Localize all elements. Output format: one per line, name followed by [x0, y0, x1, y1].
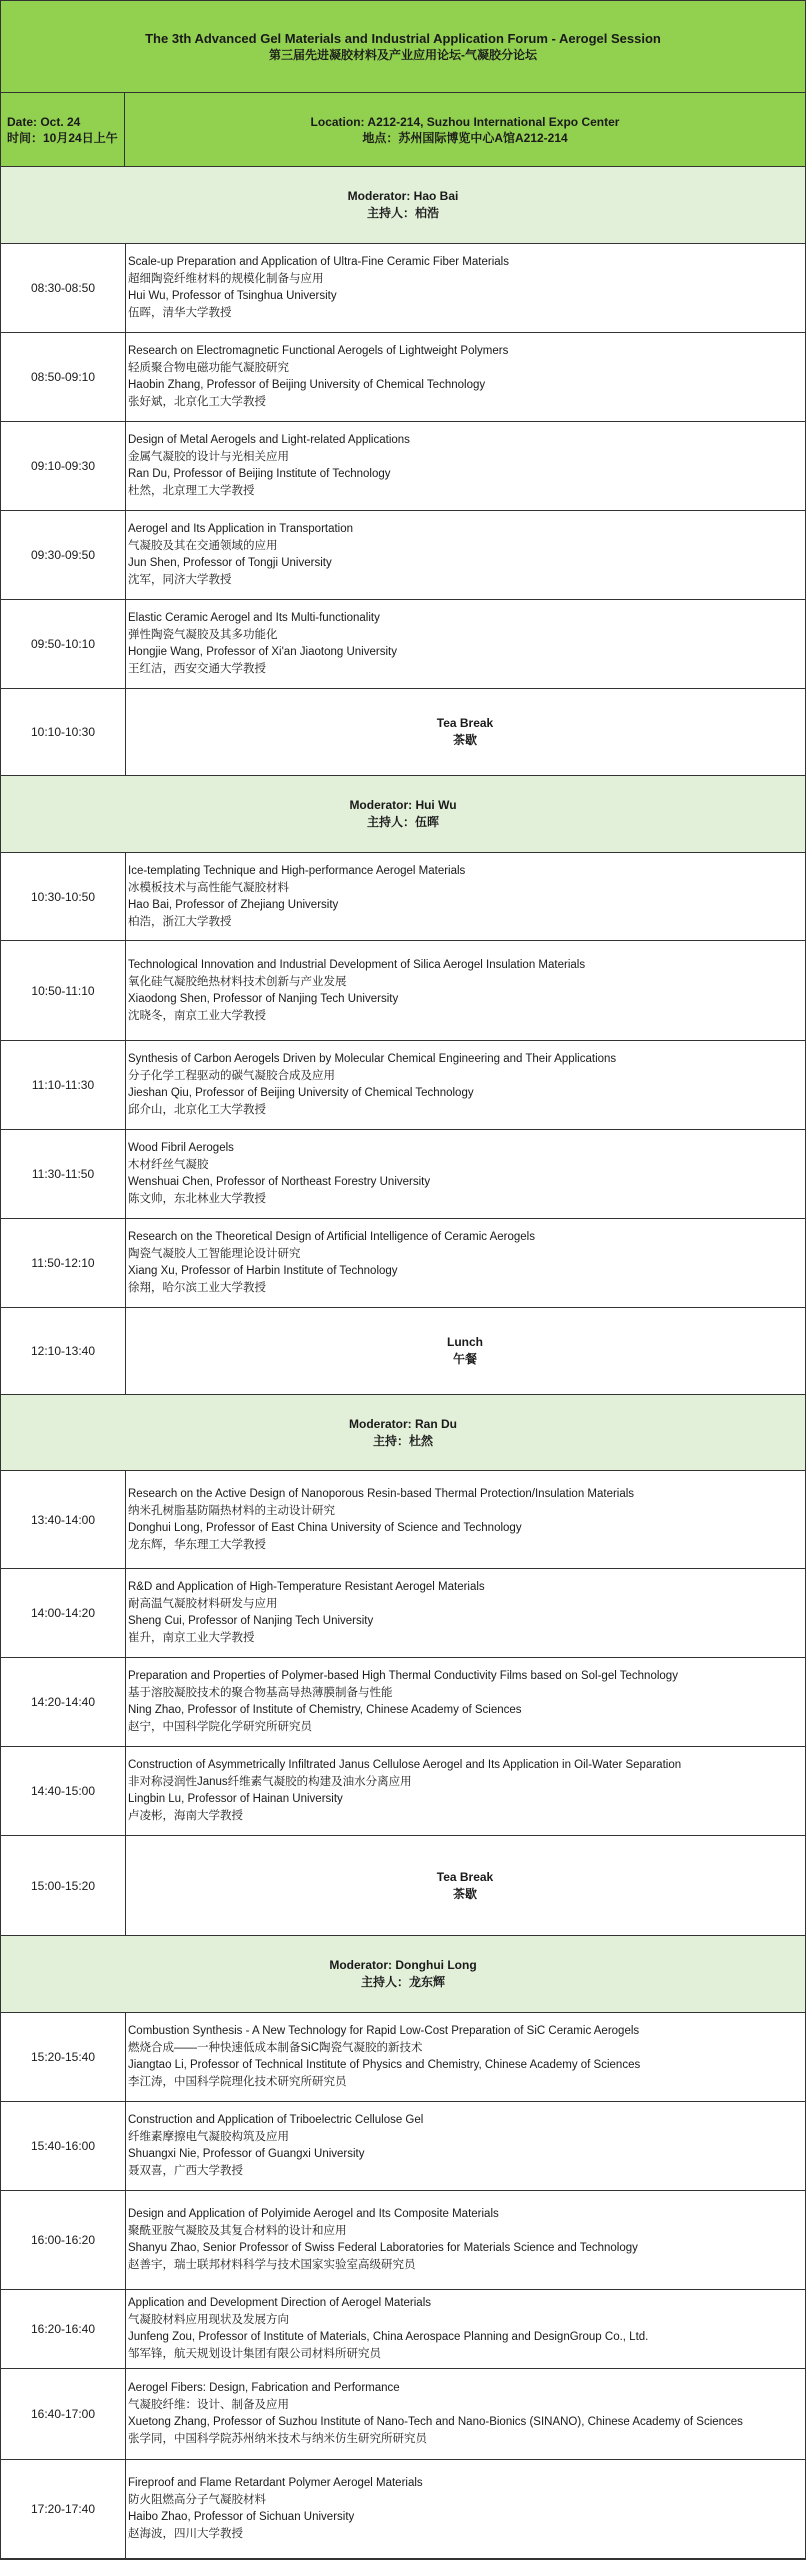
moderator-name-en: Moderator: Donghui Long — [329, 1958, 477, 1972]
talk-title-en: Research on the Theoretical Design of Artificial Intelligence of Ceramic Aerogels — [128, 1231, 535, 1243]
speaker-zh: 邹军锋，航天规划设计集团有限公司材料所研究员 — [128, 2348, 381, 2360]
time-slot: 08:50-09:10 — [1, 333, 126, 421]
talk-details — [128, 2369, 801, 2459]
time-slot: 09:50-10:10 — [1, 600, 126, 688]
talk-title-en: Preparation and Properties of Polymer-based High Thermal Conductivity Films based on Sol-gel Technology — [128, 1670, 678, 1682]
speaker-zh: 伍晖，清华大学教授 — [128, 307, 232, 319]
break-label — [125, 689, 805, 775]
forum-title-banner — [1, 1, 805, 93]
break-label-en: Tea Break — [436, 716, 494, 730]
talk-row — [1, 1219, 805, 1308]
talk-details — [128, 2290, 801, 2368]
speaker-zh: 邱介山，北京化工大学教授 — [128, 1104, 266, 1116]
talk-title-zh: 分子化学工程驱动的碳气凝胶合成及应用 — [128, 1070, 335, 1082]
moderator-name-zh: 主持人：柏浩 — [366, 206, 439, 220]
time-slot: 09:10-09:30 — [1, 422, 126, 510]
speaker-zh: 沈晓冬，南京工业大学教授 — [128, 1009, 266, 1022]
speaker-zh: 崔升，南京工业大学教授 — [128, 1632, 255, 1644]
moderator-name-zh: 主持人：龙东辉 — [360, 1975, 445, 1989]
time-slot: 11:50-12:10 — [1, 1219, 126, 1307]
time-slot: 08:30-08:50 — [1, 244, 126, 332]
talk-details — [128, 1041, 801, 1129]
break-label-zh: 茶歇 — [452, 1886, 477, 1901]
location-zh: 地点：苏州国际博览中心A馆A212-214 — [362, 130, 568, 145]
talk-details — [128, 333, 801, 421]
talk-title-en: Aerogel and Its Application in Transportation — [128, 523, 354, 535]
talk-title-zh: 基于溶胶凝胶技术的聚合物基高导热薄膜制备与性能 — [128, 1687, 393, 1699]
speaker-en: Sheng Cui, Professor of Nanjing Tech University — [128, 1615, 374, 1627]
forum-title-en: The 3th Advanced Gel Materials and Industrial Application Forum - Aerogel Session — [145, 30, 661, 46]
time-slot: 10:30-10:50 — [1, 853, 126, 940]
break-label-zh: 午餐 — [452, 1352, 477, 1366]
break-time-slot: 12:10-13:40 — [1, 1308, 126, 1394]
talk-details — [128, 2013, 801, 2101]
talk-title-en: Research on the Active Design of Nanoporous Resin-based Thermal Protection/Insulation Materials — [128, 1487, 635, 1500]
talk-row — [1, 333, 805, 422]
talk-details — [128, 1130, 801, 1218]
talk-row — [1, 600, 805, 689]
speaker-zh: 徐翔，哈尔滨工业大学教授 — [128, 1282, 266, 1294]
speaker-en: Xiang Xu, Professor of Harbin Institute of Technology — [128, 1265, 398, 1277]
speaker-en: Donghui Long, Professor of East China University of Science and Technology — [128, 1521, 522, 1534]
date-location-row — [1, 93, 805, 167]
talk-details — [128, 1747, 801, 1835]
talk-title-zh: 防火阻燃高分子气凝胶材料 — [128, 2494, 266, 2506]
talk-row — [1, 1130, 805, 1219]
moderator-name-en: Moderator: Hui Wu — [349, 798, 457, 812]
moderator-name-zh: 主持：杜然 — [372, 1433, 433, 1448]
speaker-zh: 沈军，同济大学教授 — [128, 574, 232, 586]
time-slot: 16:20-16:40 — [1, 2290, 126, 2368]
speaker-en: Hui Wu, Professor of Tsinghua University — [128, 290, 337, 302]
speaker-en: Ran Du, Professor of Beijing Institute of Technology — [128, 468, 391, 480]
talk-title-zh: 氧化硅气凝胶绝热材料技术创新与产业发展 — [128, 975, 347, 988]
talk-row — [1, 2369, 805, 2460]
time-slot: 15:20-15:40 — [1, 2013, 126, 2101]
talk-title-en: Research on Electromagnetic Functional Aerogels of Lightweight Polymers — [128, 345, 509, 357]
moderator-row — [1, 776, 805, 853]
talk-row — [1, 511, 805, 600]
talk-title-en: Wood Fibril Aerogels — [128, 1142, 234, 1154]
speaker-zh: 柏浩，浙江大学教授 — [128, 915, 232, 928]
break-time-slot: 15:00-15:20 — [1, 1836, 126, 1935]
speaker-en: Hao Bai, Professor of Zhejiang University — [128, 898, 339, 911]
talk-row — [1, 1747, 805, 1836]
talk-title-zh: 非对称浸润性Janus纤维素气凝胶的构建及油水分离应用 — [128, 1776, 412, 1788]
talk-title-en: Fireproof and Flame Retardant Polymer Aerogel Materials — [128, 2477, 423, 2489]
talk-row — [1, 2290, 805, 2369]
break-label-en: Lunch — [447, 1335, 483, 1349]
talk-row — [1, 2013, 805, 2102]
talk-details — [128, 422, 801, 510]
break-label — [125, 1836, 805, 1935]
time-slot: 14:00-14:20 — [1, 1569, 126, 1657]
talk-title-zh: 耐高温气凝胶材料研发与应用 — [128, 1598, 278, 1610]
break-label-zh: 茶歇 — [452, 733, 477, 747]
speaker-zh: 赵宁，中国科学院化学研究所研究员 — [128, 1721, 312, 1733]
speaker-en: Shuangxi Nie, Professor of Guangxi University — [128, 2148, 365, 2160]
talk-title-en: Design of Metal Aerogels and Light-related Applications — [128, 434, 410, 446]
break-row — [1, 1836, 805, 1936]
location-cell — [125, 93, 805, 166]
talk-row — [1, 244, 805, 333]
talk-title-zh: 超细陶瓷纤维材料的规模化制备与应用 — [128, 273, 324, 285]
talk-row — [1, 1041, 805, 1130]
talk-details — [128, 1658, 801, 1746]
talk-title-zh: 轻质聚合物电磁功能气凝胶研究 — [128, 362, 289, 374]
time-slot: 16:00-16:20 — [1, 2191, 126, 2289]
talk-row — [1, 853, 805, 941]
moderator-row — [1, 1395, 805, 1471]
talk-details — [128, 1219, 801, 1307]
speaker-zh: 王红洁，西安交通大学教授 — [128, 663, 266, 675]
talk-title-en: Construction of Asymmetrically Infiltrated Janus Cellulose Aerogel and Its Application in Oil-Water Separation — [128, 1759, 682, 1771]
speaker-zh: 赵善宇，瑞士联邦材料科学与技术国家实验室高级研究员 — [128, 2259, 416, 2271]
talk-row — [1, 2460, 805, 2559]
talk-title-zh: 燃烧合成——一种快速低成本制备SiC陶瓷气凝胶的新技术 — [128, 2042, 423, 2054]
break-row — [1, 689, 805, 776]
speaker-zh: 卢凌彬，海南大学教授 — [128, 1810, 243, 1822]
talk-title-zh: 气凝胶纤维：设计、制备及应用 — [128, 2399, 289, 2411]
speaker-en: Jieshan Qiu, Professor of Beijing University of Chemical Technology — [128, 1087, 474, 1099]
break-label-en: Tea Break — [436, 1869, 494, 1884]
speaker-zh: 陈文帅，东北林业大学教授 — [128, 1193, 266, 1205]
moderator-name-en: Moderator: Hao Bai — [347, 189, 459, 203]
speaker-zh: 聂双喜，广西大学教授 — [128, 2165, 243, 2177]
talk-row — [1, 941, 805, 1041]
talk-title-en: Ice-templating Technique and High-performance Aerogel Materials — [128, 864, 466, 877]
talk-details — [128, 941, 801, 1040]
talk-title-zh: 陶瓷气凝胶人工智能理论设计研究 — [128, 1248, 301, 1260]
talk-title-en: Design and Application of Polyimide Aerogel and Its Composite Materials — [128, 2208, 499, 2220]
date-en: Date: Oct. 24 — [7, 114, 81, 129]
speaker-en: Ning Zhao, Professor of Institute of Chemistry, Chinese Academy of Sciences — [128, 1704, 522, 1716]
talk-row — [1, 422, 805, 511]
talk-title-zh: 木材纤丝气凝胶 — [128, 1159, 209, 1171]
speaker-en: Wenshuai Chen, Professor of Northeast Forestry University — [128, 1176, 431, 1188]
talk-details — [128, 853, 801, 940]
time-slot: 14:40-15:00 — [1, 1747, 126, 1835]
speaker-zh: 杜然，北京理工大学教授 — [128, 485, 255, 497]
talk-title-en: Elastic Ceramic Aerogel and Its Multi-functionality — [128, 612, 380, 624]
talk-title-zh: 气凝胶及其在交通领域的应用 — [128, 540, 278, 552]
date-cell — [1, 93, 125, 166]
moderator-row — [1, 1936, 805, 2013]
moderator-name-zh: 主持人：伍晖 — [366, 815, 439, 829]
talk-details — [128, 1471, 801, 1568]
talk-row — [1, 1471, 805, 1569]
talk-title-en: Technological Innovation and Industrial Development of Silica Aerogel Insulation Materials — [128, 958, 586, 971]
time-slot: 09:30-09:50 — [1, 511, 126, 599]
talk-title-zh: 聚酰亚胺气凝胶及其复合材料的设计和应用 — [128, 2225, 347, 2237]
time-slot: 10:50-11:10 — [1, 941, 126, 1040]
speaker-en: Lingbin Lu, Professor of Hainan University — [128, 1793, 343, 1805]
speaker-zh: 赵海波，四川大学教授 — [128, 2528, 243, 2540]
talk-row — [1, 1658, 805, 1747]
speaker-zh: 张好斌，北京化工大学教授 — [128, 396, 266, 408]
talk-row — [1, 1569, 805, 1658]
talk-title-en: Aerogel Fibers: Design, Fabrication and Performance — [128, 2382, 400, 2394]
break-time-slot: 10:10-10:30 — [1, 689, 126, 775]
speaker-en: Xiaodong Shen, Professor of Nanjing Tech University — [128, 992, 399, 1005]
talk-details — [128, 1569, 801, 1657]
talk-details — [128, 2191, 801, 2289]
talk-title-en: Combustion Synthesis - A New Technology for Rapid Low-Cost Preparation of SiC Ceramic Aerogels — [128, 2025, 640, 2037]
talk-title-en: Application and Development Direction of Aerogel Materials — [128, 2297, 431, 2309]
talk-row — [1, 2102, 805, 2191]
speaker-en: Xuetong Zhang, Professor of Suzhou Institute of Nano-Tech and Nano-Bionics (SINANO), Chinese Academy of Sciences — [128, 2416, 743, 2428]
talk-details — [128, 244, 801, 332]
talk-title-zh: 弹性陶瓷气凝胶及其多功能化 — [128, 629, 278, 641]
speaker-en: Junfeng Zou, Professor of Institute of Materials, China Aerospace Planning and DesignGroup Co., Ltd. — [128, 2331, 649, 2343]
talk-title-en: Synthesis of Carbon Aerogels Driven by Molecular Chemical Engineering and Their Applications — [128, 1053, 617, 1065]
talk-title-zh: 冰模板技术与高性能气凝胶材料 — [128, 881, 289, 894]
moderator-row — [1, 167, 805, 244]
talk-details — [128, 2460, 801, 2558]
talk-title-zh: 纤维素摩擦电气凝胶构筑及应用 — [128, 2131, 289, 2143]
break-row — [1, 1308, 805, 1395]
speaker-en: Shanyu Zhao, Senior Professor of Swiss Federal Laboratories for Materials Science and Technology — [128, 2242, 638, 2254]
talk-row — [1, 2191, 805, 2290]
talk-details — [128, 511, 801, 599]
break-label — [125, 1308, 805, 1394]
talk-details — [128, 2102, 801, 2190]
talk-title-zh: 气凝胶材料应用现状及发展方向 — [128, 2314, 289, 2326]
talk-title-en: R&D and Application of High-Temperature Resistant Aerogel Materials — [128, 1581, 485, 1593]
talk-details — [128, 600, 801, 688]
speaker-zh: 李江涛，中国科学院理化技术研究所研究员 — [128, 2076, 347, 2088]
speaker-zh: 龙东辉，华东理工大学教授 — [128, 1538, 266, 1551]
time-slot: 16:40-17:00 — [1, 2369, 126, 2459]
date-zh: 时间：10月24日上午 — [7, 130, 118, 145]
talk-title-en: Scale-up Preparation and Application of Ultra-Fine Ceramic Fiber Materials — [128, 256, 509, 268]
talk-title-zh: 金属气凝胶的设计与光相关应用 — [128, 451, 289, 463]
speaker-en: Hongjie Wang, Professor of Xi'an Jiaotong University — [128, 646, 397, 658]
location-en: Location: A212-214, Suzhou International Expo Center — [310, 114, 620, 129]
time-slot: 11:10-11:30 — [1, 1041, 126, 1129]
forum-title-zh: 第三届先进凝胶材料及产业应用论坛-气凝胶分论坛 — [269, 47, 537, 62]
time-slot: 15:40-16:00 — [1, 2102, 126, 2190]
speaker-en: Haibo Zhao, Professor of Sichuan University — [128, 2511, 355, 2523]
speaker-en: Jun Shen, Professor of Tongji University — [128, 557, 332, 569]
time-slot: 14:20-14:40 — [1, 1658, 126, 1746]
talk-title-en: Construction and Application of Triboelectric Cellulose Gel — [128, 2114, 424, 2126]
speaker-zh: 张学同，中国科学院苏州纳米技术与纳米仿生研究所研究员 — [128, 2433, 427, 2445]
time-slot: 17:20-17:40 — [1, 2460, 126, 2558]
time-slot: 13:40-14:00 — [1, 1471, 126, 1568]
speaker-en: Haobin Zhang, Professor of Beijing University of Chemical Technology — [128, 379, 486, 391]
time-slot: 11:30-11:50 — [1, 1130, 126, 1218]
moderator-name-en: Moderator: Ran Du — [349, 1416, 457, 1431]
speaker-en: Jiangtao Li, Professor of Technical Institute of Physics and Chemistry, Chinese Academy of Sciences — [128, 2059, 641, 2071]
talk-title-zh: 纳米孔树脂基防隔热材料的主动设计研究 — [128, 1504, 335, 1517]
